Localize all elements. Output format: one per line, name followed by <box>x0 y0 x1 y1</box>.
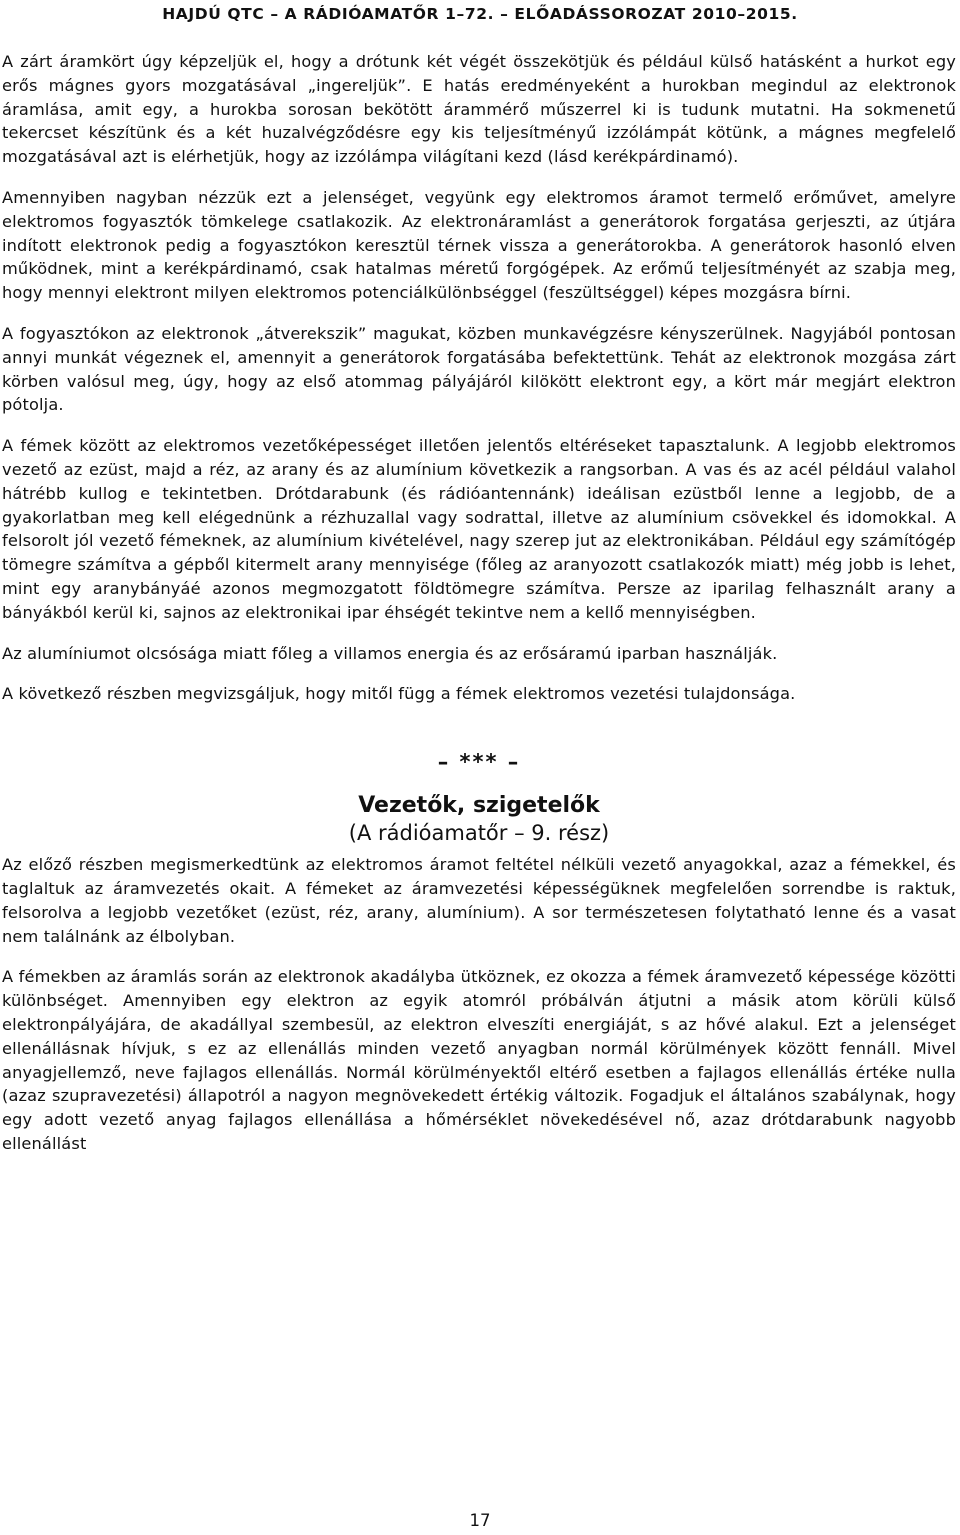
section-separator: – *** – <box>437 750 521 775</box>
page-number: 17 <box>469 1511 491 1530</box>
paragraph: Az előző részben megismerkedtünk az elektromos áramot feltétel nélküli vezető anyagokkal, azaz a fémekkel, és taglaltuk az áramvezetés okait. A fémeket az áramvezetési képességüknek megfelelően sorrendbe is raktuk, felsorolva a legjobb vezetőket (ezüst, réz, arany, alumínium). A sor természetesen folytatható lenne és a vasat nem találnánk az élbolyban. <box>2 855 956 946</box>
paragraph: A fémekben az áramlás során az elektronok akadályba ütköznek, ez okozza a fémek áramvezető képessége közötti különbséget. Amennyiben egy elektron az egyik atomról próbálván átjutni a másik atom körüli külső elektronpályájára, de akadállyal szembesül, az elektron elveszíti energiáját, s az hővé alakul. Ezt a jelenséget ellenállásnak hívjuk, s ez az ellenállás minden vezető anyagban normál körülmények között fennáll. Mivel anyagjellemző, neve fajlagos ellenállás. Normál körülményektől eltérő esetben a fajlagos ellenállás értéke nulla (azaz szupravezetési) állapotról a nagyon megnövekedett értékig változik. Fogadjuk el általános szabálynak, hogy egy adott vezető anyag fajlagos ellenállása a hőmérséklet növekedésével nő, azaz drótdarabunk nagyobb ellenállást <box>2 967 956 1153</box>
paragraph: A zárt áramkört úgy képzeljük el, hogy a drótunk két végét összekötjük és például külső hatásként a hurkot egy erős mágnes gyors mozgatásával „ingereljük”. E hatás eredményeként a hurokban megindul az elektronok áramlása, amit egy, a hurokba sorosan bekötött árammérő műszerrel ki is tudunk mutatni. Ha sokmenetű tekercset készítünk és a két huzalvégződésre egy kis teljesítményű izzólámpát kötünk, a mágnes megfelelő mozgatásával azt is elérhetjük, hogy az izzólámpa világítani kezd (lásd kerékpárdinamó). <box>2 52 956 167</box>
paragraph: Amennyiben nagyban nézzük ezt a jelenséget, vegyünk egy elektromos áramot termelő erőművet, amelyre elektromos fogyasztók tömkelege csatlakozik. Az elektronáramlást a generátorok forgatása gerjeszti, az útjára indított elektronok pedig a fogyasztókon keresztül térnek vissza a generátorokba. A generátorok hasonló elven működnek, mint a kerékpárdinamó, csak hatalmas méretű forgógépek. Az erőmű teljesítményét az szabja meg, hogy mennyi elektront milyen elektromos potenciálkülönbséggel (feszültséggel) képes mozgásra bírni. <box>2 187 956 303</box>
paragraph: Az alumíniumot olcsósága miatt főleg a villamos energia és az erősáramú iparban használják. <box>2 643 778 663</box>
running-header: HAJDÚ QTC – A RÁDIÓAMATŐR 1–72. – ELŐADÁSSOROZAT 2010–2015. <box>162 5 798 23</box>
paragraph: A fémek között az elektromos vezetőképességet illetően jelentős eltéréseket tapasztalunk. A legjobb elektromos vezető az ezüst, majd a réz, az arany és az alumínium következik a rangsorban. A vas és az acél például valahol hátrébb kullog e tekintetben. Drótdarabunk (és rádióantennánk) ideálisan ezüstből lenne a legjobb, de a gyakorlatban meg kell elégednünk a rézhuzallal vagy sodrattal, illetve az alumínium csövekkel és idomokkal. A felsorolt jól vezető fémeknek, az alumínium kivételével, nagy szerep jut az elektronikában. Például egy számítógép tömegre számítva a gépből kitermelt arany mennyisége (főleg az aranyozott csatlakozók miatt) még jobb is lehet, mint egy aranybányáé azonos megmozgatott földtömegre számítva. Persze az iparilag felhasznált arany a bányákból kerül ki, sajnos az elektronikai ipar éhségét tekintve nem a kellő mennyiségben. <box>2 436 956 622</box>
paragraph: A fogyasztókon az elektronok „átverekszik” magukat, közben munkavégzésre kényszerülnek. Nagyjából pontosan annyi munkát végeznek el, amennyit a generátorok forgatásába befektettünk. Tehát az elektronok mozgása zárt körben valósul meg, úgy, hogy az első atommag pályájáról kilökött elektront egy, a kört már megjárt elektron pótolja. <box>2 323 956 415</box>
paragraph: A következő részben megvizsgáljuk, hogy mitől függ a fémek elektromos vezetési tulajdonsága. <box>2 684 796 704</box>
article-body <box>2 50 956 1173</box>
section-subtitle: (A rádióamatőr – 9. rész) <box>348 821 610 846</box>
section-title: Vezetők, szigetelők <box>358 793 600 819</box>
